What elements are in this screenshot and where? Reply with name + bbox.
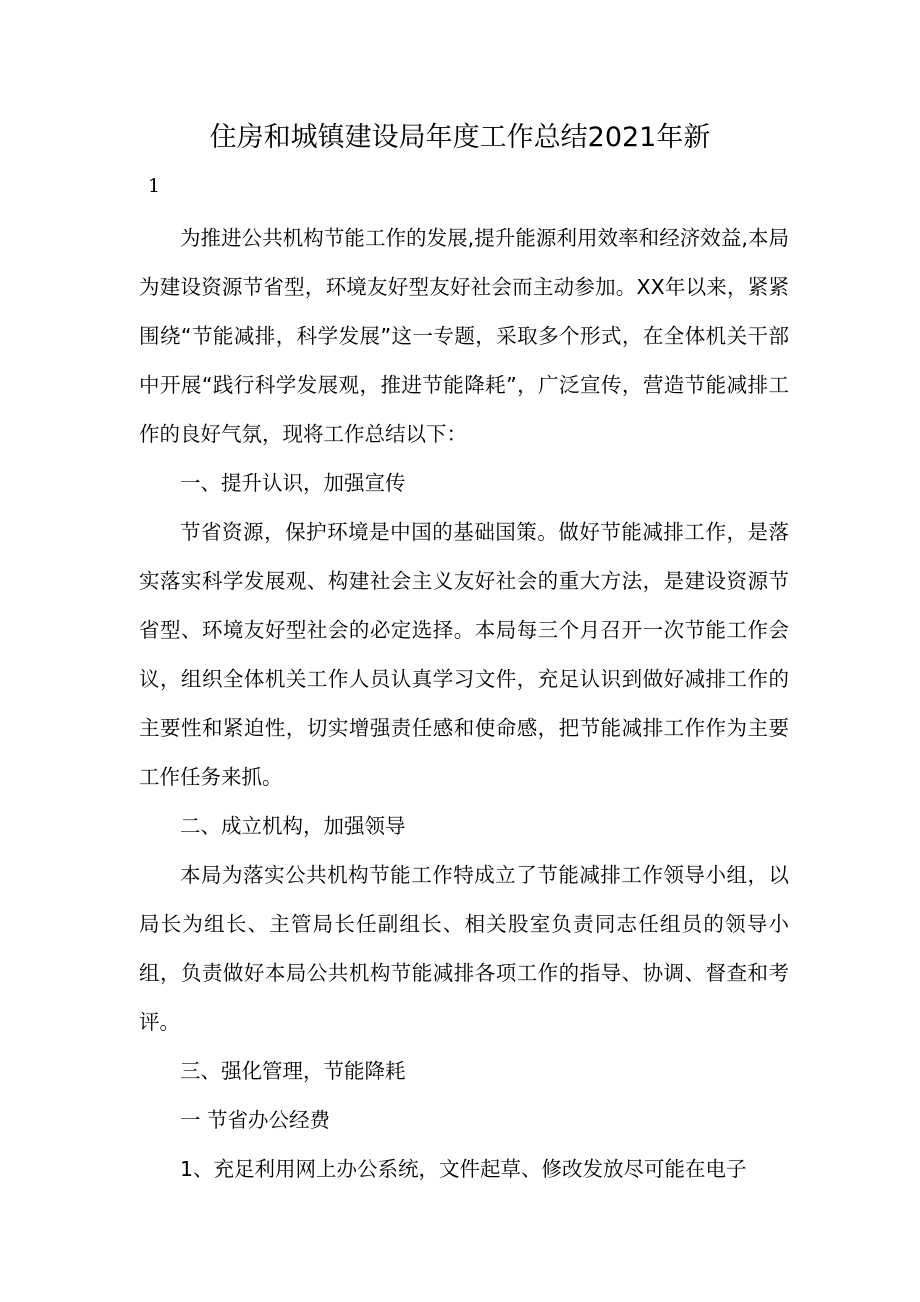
- paragraph-section-1: 节省资源，保护环境是中国的基础国策。做好节能减排工作，是落实落实科学发展观、构建社会主义友好社会的重大方法，是建设资源节省型、环境友好型社会的必定选择。本局每三个月召开一次节能工作会议，组织全体机关工作人员认真学习文件，充足认识到做好减排工作的主要性和紧迫性，切实增强责任感和使命感，把节能减排工作作为主要工作任务来抓。: [139, 520, 789, 789]
- paragraph-intro: 为推进公共机构节能工作的发展,提升能源利用效率和经济效益,本局为建设资源节省型，环境友好型友好社会而主动参加。XX年以来，紧紧围绕“节能减排，科学发展”这一专题，采取多个形式，在全体机关干部中开展“践行科学发展观，推进节能降耗”，广泛宣传，营造节能减排工作的良好气氛，现将工作总结以下：: [139, 226, 789, 446]
- section-heading-2: 二、成立机构，加强领导: [180, 814, 406, 838]
- page-number: 1: [148, 175, 161, 197]
- subsection-heading-1: 一 节省办公经费: [180, 1108, 331, 1132]
- paragraph-item-1: 1、充足利用网上办公系统，文件起草、修改发放尽可能在电子: [180, 1157, 747, 1181]
- document-title: 住房和城镇建设局年度工作总结2021年新: [209, 122, 711, 153]
- paragraph-section-2: 本局为落实公共机构节能工作特成立了节能减排工作领导小组，以局长为组长、主管局长任副组长、相关股室负责同志任组员的领导小组，负责做好本局公共机构节能减排各项工作的指导、协调、督查和考评。: [139, 863, 789, 1034]
- section-heading-3: 三、强化管理，节能降耗: [180, 1059, 406, 1083]
- document-body: [139, 214, 789, 1194]
- section-heading-1: 一、提升认识，加强宣传: [180, 471, 406, 495]
